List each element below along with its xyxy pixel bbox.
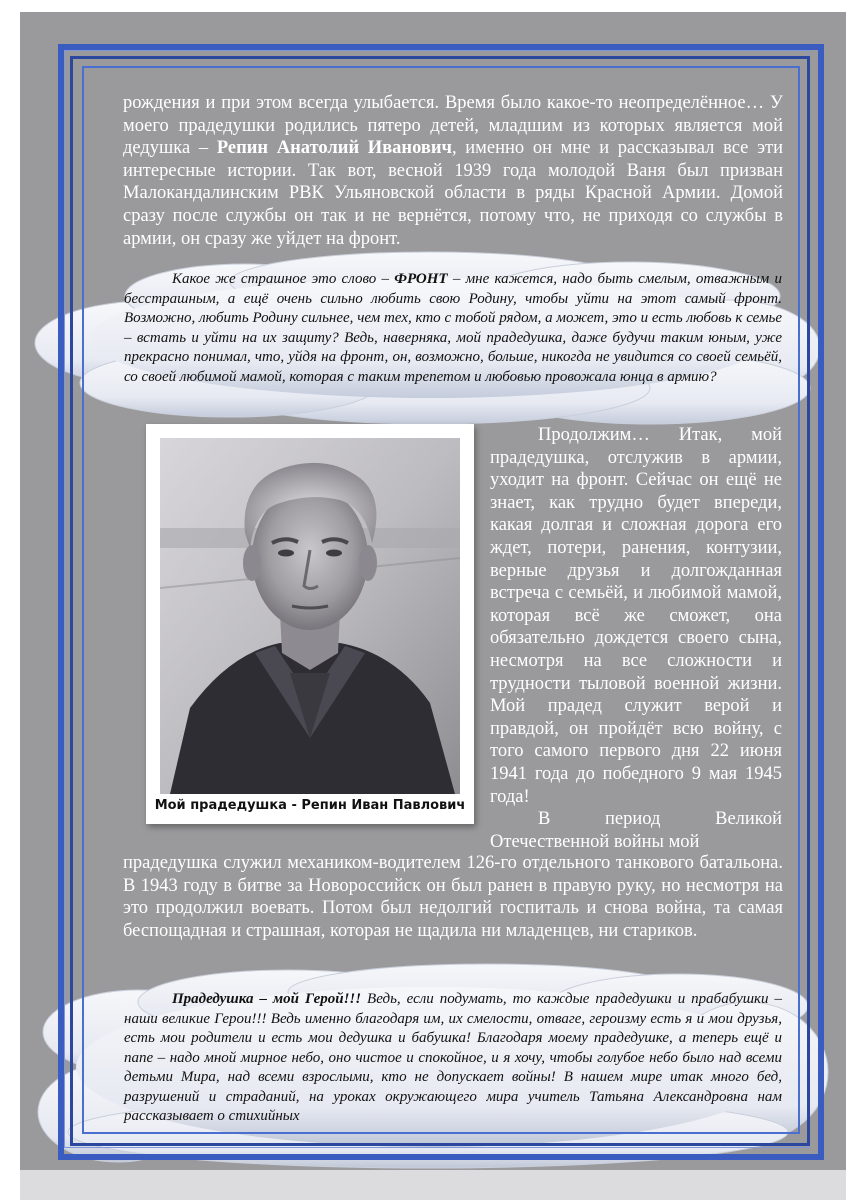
- portrait-photo: [160, 438, 460, 794]
- paragraph-text: , именно он мне и рассказывал все эти интересные истории. Так вот, весной 1939 года молодой Ваня был призван Малокандалинским РВК Ульяновской области в ряды Красной Армии. Домой сразу после службы он так и не вернётся, потому что, не приходя со службы в армии, он сразу же уйдет на фронт.: [123, 138, 783, 249]
- paragraph-text: рождения и при этом всегда улыбается. Время было какое-то неопределённое… У моего прадедушки родились пятеро детей, младшим из которых является мой дедушка –: [123, 93, 783, 159]
- paragraph-tank-battalion: [123, 852, 783, 942]
- cloud-quote-front: [124, 270, 782, 387]
- paragraph-text: В период Великой Отечественной войны мой: [490, 809, 782, 852]
- paragraph-war-service: [490, 424, 782, 853]
- paragraph-text: Продолжим… Итак, мой прадедушка, отслужив в армии, уходит на фронт. Сейчас он ещё не знает, как трудно будет впереди, какая долгая и сложная дорога его ждет, потери, ранения, контузии, верные друзья и долгожданная встреча с семьёй, и любимой мамой, которая всё же сможет, она обязательно дождется своего сына, несмотря на все сложности и трудности тыловой военной жизни. Мой прадед служит верой и правдой, он пройдёт всю войну, с того самого первого дня 22 июня 1941 года до победного 9 мая 1945 года!: [490, 425, 782, 807]
- hero-heading: Прадедушка – мой Герой!!!: [172, 991, 362, 1007]
- quote-text: Ведь, если подумать, то каждые прадедушки и прабабушки – наши великие Герои!!! Ведь именно благодаря им, их смелости, отваге, героизму есть я и мои друзья, есть мои родители и есть мои дедушка и бабушка! Благодаря моему прадедушке, а теперь ещё и папе – надо мной мирное небо, оно чистое и спокойное, и я хочу, чтобы голубое небо было над всеми детьми Мира, над всеми взрослыми, кто не допускает войны! В нашем мире итак много бед, разрушений и страданий, на уроках окружающего мира учитель Татьяна Александровна нам рассказывает о стихийных: [124, 991, 783, 1124]
- quote-text: – мне кажется, надо быть смелым, отважным и бесстрашным, а ещё очень сильно любить свою Родину, чтобы уйти на этот самый фронт. Возможно, любить Родину сильнее, чем тех, кто с тобой рядом, а может, это и есть любовь к семье – встать и уйти на их защиту? Ведь, наверняка, мой прадедушка, даже будучи таким юным, уже прекрасно понимал, что, уйдя на фронт, он, возможно, больше, никогда не увидится со своей семьёй, со своей любимой мамой, которая с таким трепетом и любовью провожала юнца в армию?: [124, 271, 782, 385]
- portrait-photo-frame: [146, 424, 474, 824]
- quote-text: Какое же страшное это слово –: [172, 271, 395, 287]
- front-word: ФРОНТ: [394, 271, 448, 287]
- paragraph-text: прадедушка служил механиком-водителем 126-го отдельного танкового батальона. В 1943 году в битве за Новороссийск он был ранен в правую руку, но несмотря на это продолжил воевать. Потом был недолгий госпиталь и снова война, та самая беспощадная и страшная, которая не щадила ни младенцев, ни стариков.: [123, 853, 783, 941]
- paragraph-family-story: [123, 92, 783, 250]
- grandfather-name: Репин Анатолий Иванович: [216, 138, 452, 159]
- cloud-quote-hero: [124, 990, 782, 1127]
- photo-caption: Мой прадедушка - Репин Иван Павлович: [154, 798, 466, 813]
- page-bottom-band: [20, 1170, 846, 1200]
